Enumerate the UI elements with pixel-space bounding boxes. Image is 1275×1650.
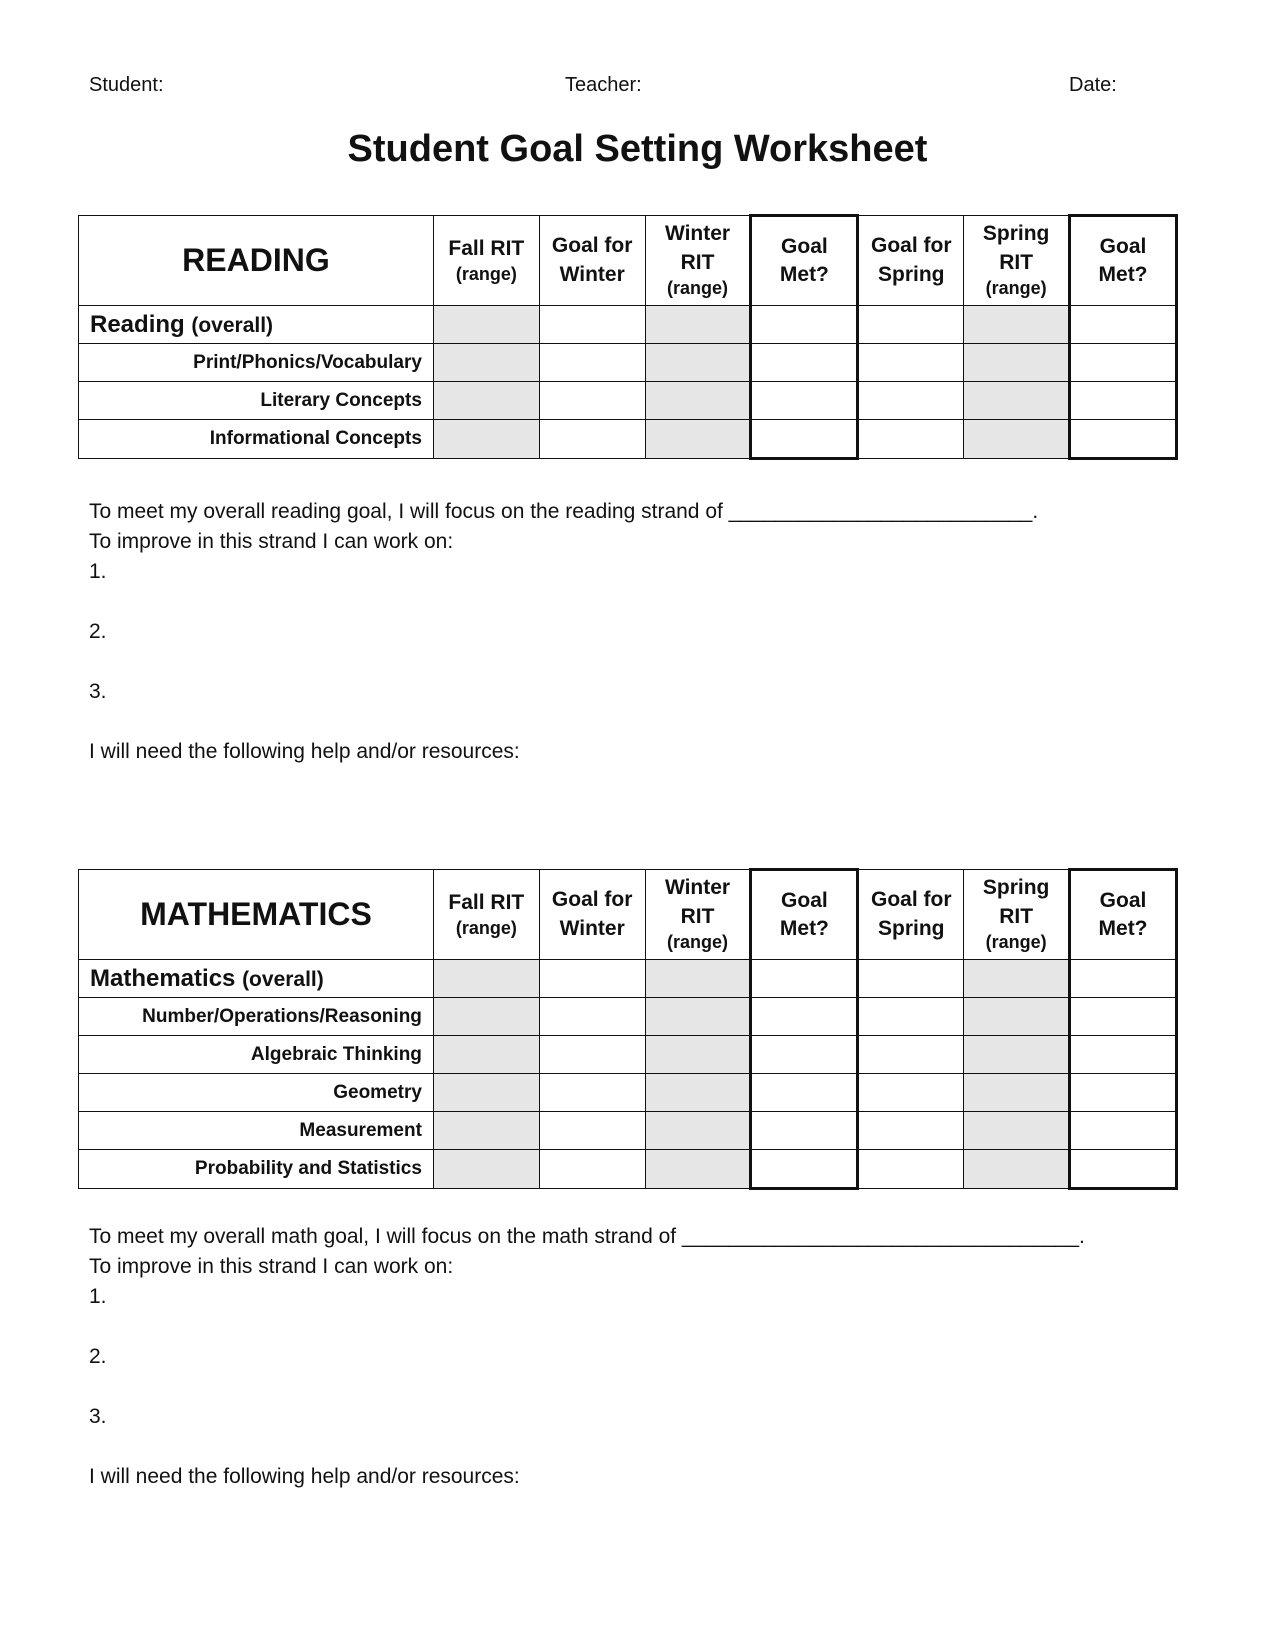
- math-header-row: [79, 870, 1177, 960]
- goal-met-spring-cell[interactable]: [1070, 960, 1177, 998]
- goal-spring-cell[interactable]: [858, 960, 964, 998]
- goal-met-spring-cell[interactable]: [1070, 998, 1177, 1036]
- fall-rit-cell[interactable]: [433, 382, 539, 420]
- list-item: 1.: [89, 560, 107, 583]
- reading-overall-label: Reading (overall): [79, 306, 434, 344]
- goal-met-spring-cell[interactable]: [1070, 344, 1177, 382]
- winter-rit-cell[interactable]: [645, 306, 751, 344]
- goal-spring-cell[interactable]: [858, 1112, 964, 1150]
- reading-focus-text: To meet my overall reading goal, I will focus on the reading strand of __________________________.: [89, 500, 1039, 523]
- page-title: Student Goal Setting Worksheet: [347, 128, 928, 170]
- goal-spring-cell[interactable]: [858, 998, 964, 1036]
- col-goal-spring: Goal for Spring: [858, 216, 964, 306]
- math-overall-label: Mathematics (overall): [79, 960, 434, 998]
- strand-label: Number/Operations/Reasoning: [79, 998, 434, 1036]
- strand-label: Probability and Statistics: [79, 1150, 434, 1189]
- math-table: [78, 868, 1178, 1190]
- col-spring-rit: Spring RIT (range): [964, 216, 1070, 306]
- math-improve-text: To improve in this strand I can work on:: [89, 1255, 454, 1278]
- goal-met-winter-cell[interactable]: [751, 1150, 858, 1189]
- table-row: [79, 306, 1177, 344]
- list-item: 2.: [89, 620, 107, 643]
- goal-spring-cell[interactable]: [858, 382, 964, 420]
- col-goal-met-winter: Goal Met?: [751, 870, 858, 960]
- fall-rit-cell[interactable]: [433, 306, 539, 344]
- goal-met-spring-cell[interactable]: [1070, 382, 1177, 420]
- goal-met-winter-cell[interactable]: [751, 306, 858, 344]
- math-help-text: I will need the following help and/or resources:: [89, 1465, 520, 1488]
- goal-met-spring-cell[interactable]: [1070, 1036, 1177, 1074]
- table-row: [79, 1150, 1177, 1189]
- goal-met-winter-cell[interactable]: [751, 998, 858, 1036]
- winter-rit-cell[interactable]: [645, 344, 751, 382]
- reading-subject-heading: READING: [79, 216, 434, 306]
- col-goal-spring: Goal for Spring: [858, 870, 964, 960]
- goal-winter-cell[interactable]: [539, 1150, 645, 1189]
- fall-rit-cell[interactable]: [433, 1112, 539, 1150]
- math-goal-text: [89, 1222, 1085, 1492]
- spring-rit-cell[interactable]: [964, 1150, 1070, 1189]
- col-goal-winter: Goal for Winter: [539, 870, 645, 960]
- spring-rit-cell[interactable]: [964, 998, 1070, 1036]
- goal-met-spring-cell[interactable]: [1070, 1150, 1177, 1189]
- goal-spring-cell[interactable]: [858, 344, 964, 382]
- winter-rit-cell[interactable]: [645, 960, 751, 998]
- table-row: [79, 344, 1177, 382]
- table-row: [79, 382, 1177, 420]
- goal-met-spring-cell[interactable]: [1070, 306, 1177, 344]
- spring-rit-cell[interactable]: [964, 420, 1070, 459]
- col-fall-rit: Fall RIT (range): [433, 870, 539, 960]
- reading-header-row: [79, 216, 1177, 306]
- goal-spring-cell[interactable]: [858, 1074, 964, 1112]
- col-goal-winter: Goal for Winter: [539, 216, 645, 306]
- math-subject-heading: MATHEMATICS: [79, 870, 434, 960]
- winter-rit-cell[interactable]: [645, 382, 751, 420]
- goal-winter-cell[interactable]: [539, 344, 645, 382]
- math-focus-text: To meet my overall math goal, I will focus on the math strand of __________________________________.: [89, 1225, 1085, 1248]
- fall-rit-cell[interactable]: [433, 1150, 539, 1189]
- spring-rit-cell[interactable]: [964, 382, 1070, 420]
- student-label: Student:: [89, 74, 164, 96]
- goal-spring-cell[interactable]: [858, 420, 964, 459]
- goal-met-winter-cell[interactable]: [751, 420, 858, 459]
- goal-met-winter-cell[interactable]: [751, 1112, 858, 1150]
- winter-rit-cell[interactable]: [645, 1074, 751, 1112]
- col-winter-rit: Winter RIT (range): [645, 870, 751, 960]
- list-item: 1.: [89, 1285, 107, 1308]
- strand-label: Print/Phonics/Vocabulary: [79, 344, 434, 382]
- goal-met-winter-cell[interactable]: [751, 382, 858, 420]
- table-row: [79, 420, 1177, 459]
- winter-rit-cell[interactable]: [645, 420, 751, 459]
- table-row: [79, 1112, 1177, 1150]
- col-goal-met-spring: Goal Met?: [1070, 216, 1177, 306]
- table-row: [79, 960, 1177, 998]
- col-fall-rit: Fall RIT (range): [433, 216, 539, 306]
- fall-rit-cell[interactable]: [433, 344, 539, 382]
- spring-rit-cell[interactable]: [964, 306, 1070, 344]
- fall-rit-cell[interactable]: [433, 960, 539, 998]
- strand-label: Algebraic Thinking: [79, 1036, 434, 1074]
- teacher-label: Teacher:: [565, 74, 642, 96]
- strand-label: Informational Concepts: [79, 420, 434, 459]
- goal-met-spring-cell[interactable]: [1070, 1074, 1177, 1112]
- winter-rit-cell[interactable]: [645, 998, 751, 1036]
- goal-spring-cell[interactable]: [858, 1150, 964, 1189]
- fall-rit-cell[interactable]: [433, 1036, 539, 1074]
- goal-spring-cell[interactable]: [858, 1036, 964, 1074]
- col-spring-rit: Spring RIT (range): [964, 870, 1070, 960]
- goal-winter-cell[interactable]: [539, 1074, 645, 1112]
- goal-met-spring-cell[interactable]: [1070, 420, 1177, 459]
- goal-winter-cell[interactable]: [539, 306, 645, 344]
- reading-goal-text: [89, 497, 1038, 767]
- goal-winter-cell[interactable]: [539, 998, 645, 1036]
- list-item: 3.: [89, 1405, 107, 1428]
- goal-winter-cell[interactable]: [539, 382, 645, 420]
- reading-help-text: I will need the following help and/or resources:: [89, 740, 520, 763]
- goal-winter-cell[interactable]: [539, 960, 645, 998]
- date-label: Date:: [1069, 74, 1117, 96]
- list-item: 3.: [89, 680, 107, 703]
- strand-label: Geometry: [79, 1074, 434, 1112]
- winter-rit-cell[interactable]: [645, 1036, 751, 1074]
- fall-rit-cell[interactable]: [433, 998, 539, 1036]
- table-row: [79, 1074, 1177, 1112]
- goal-spring-cell[interactable]: [858, 306, 964, 344]
- spring-rit-cell[interactable]: [964, 960, 1070, 998]
- table-row: [79, 1036, 1177, 1074]
- spring-rit-cell[interactable]: [964, 1074, 1070, 1112]
- header-line: [0, 74, 1275, 102]
- spring-rit-cell[interactable]: [964, 344, 1070, 382]
- goal-met-winter-cell[interactable]: [751, 1074, 858, 1112]
- fall-rit-cell[interactable]: [433, 1074, 539, 1112]
- goal-winter-cell[interactable]: [539, 420, 645, 459]
- spring-rit-cell[interactable]: [964, 1112, 1070, 1150]
- winter-rit-cell[interactable]: [645, 1150, 751, 1189]
- goal-met-winter-cell[interactable]: [751, 1036, 858, 1074]
- goal-winter-cell[interactable]: [539, 1112, 645, 1150]
- fall-rit-cell[interactable]: [433, 420, 539, 459]
- strand-label: Literary Concepts: [79, 382, 434, 420]
- spring-rit-cell[interactable]: [964, 1036, 1070, 1074]
- col-winter-rit: Winter RIT (range): [645, 216, 751, 306]
- strand-label: Measurement: [79, 1112, 434, 1150]
- reading-table: [78, 214, 1178, 460]
- goal-met-winter-cell[interactable]: [751, 344, 858, 382]
- reading-improve-text: To improve in this strand I can work on:: [89, 530, 454, 553]
- table-row: [79, 998, 1177, 1036]
- goal-winter-cell[interactable]: [539, 1036, 645, 1074]
- goal-met-winter-cell[interactable]: [751, 960, 858, 998]
- col-goal-met-spring: Goal Met?: [1070, 870, 1177, 960]
- winter-rit-cell[interactable]: [645, 1112, 751, 1150]
- list-item: 2.: [89, 1345, 107, 1368]
- goal-met-spring-cell[interactable]: [1070, 1112, 1177, 1150]
- col-goal-met-winter: Goal Met?: [751, 216, 858, 306]
